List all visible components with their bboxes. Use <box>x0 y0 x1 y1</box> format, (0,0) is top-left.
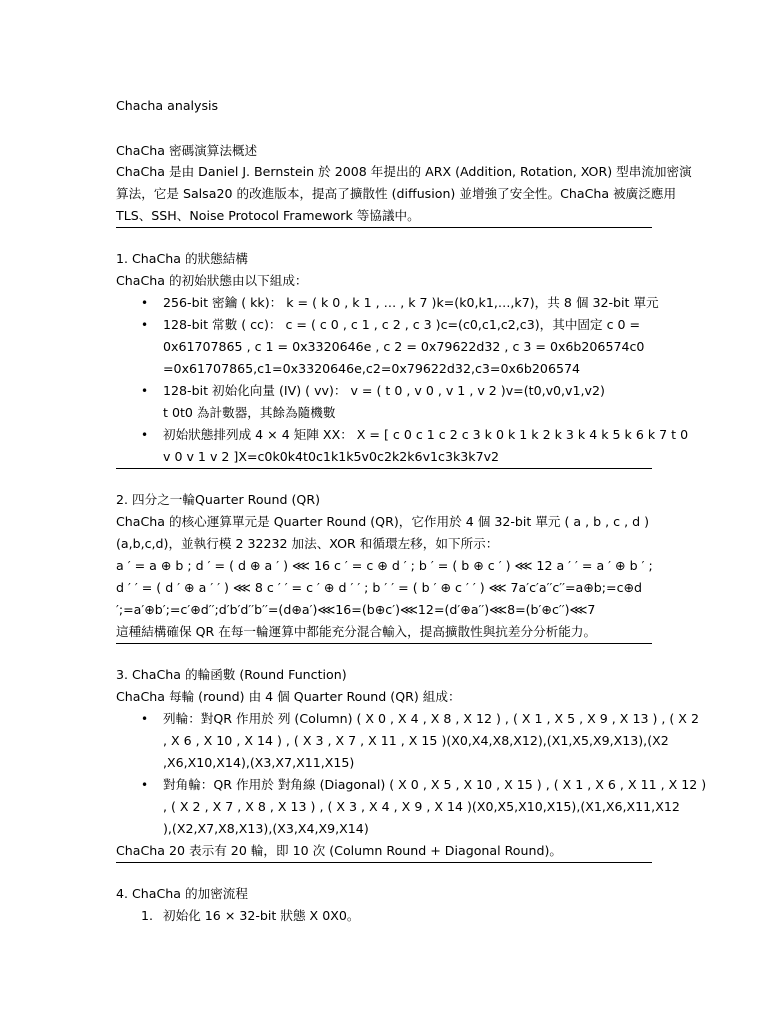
s2-line-6: 這種結構確保 QR 在每一輪運算中都能充分混合輸入，提高擴散性與抗差分分析能力。 <box>116 624 597 639</box>
s1-bullet-4-line-1: 初始狀態排列成 4 × 4 矩陣 XX： X = [ c 0 c 1 c 2 c 3 k 0 k 1 k 2 k 3 k 4 k 5 k 6 k 7 t 0 <box>163 427 689 442</box>
section-divider <box>116 227 652 228</box>
s2-formula-line-2: d ′ ′ = ( d ′ ⊕ a ′ ′ ) ⋘ 8 c ′ ′ = c ′ ⊕ d ′ ′ ; b ′ ′ = ( b ′ ⊕ c ′ ′ ) ⋘ 7a′c′a′′c′′=a⊕b;=c⊕d <box>116 580 643 595</box>
intro-line-3: TLS、SSH、Noise Protocol Framework 等協議中。 <box>116 208 420 223</box>
section-4-heading: 4. ChaCha 的加密流程 <box>116 886 248 901</box>
section-1-lead: ChaCha 的初始狀態由以下組成： <box>116 273 308 288</box>
s3-bullet-1-line-2: , X 6 , X 10 , X 14 ) , ( X 3 , X 7 , X 11 , X 15 )(X0,X4,X8,X12),(X1,X5,X9,X13),(X2 <box>163 733 669 748</box>
section-divider <box>116 468 652 469</box>
s1-bullet-2-line-3: =0x61707865,c1=0x3320646e,c2=0x79622d32,c3=0x6b206574 <box>163 361 580 376</box>
s2-formula-line-3: ′;=a′⊕b′;=c′⊕d′′;d′b′d′′b′′=(d⊕a′)⋘16=(b⊕c′)⋘12=(d′⊕a′′)⋘8=(b′⊕c′′)⋘7 <box>116 602 596 617</box>
s3-bullet-1-line-3: ,X6,X10,X14),(X3,X7,X11,X15) <box>163 755 355 770</box>
s1-bullet-3-line-2: t 0t0 為計數器，其餘為隨機數 <box>163 405 336 420</box>
list-number: 1. <box>141 908 154 923</box>
bullet-marker: • <box>141 712 149 726</box>
bullet-marker: • <box>141 428 149 442</box>
s1-bullet-2-line-1: 128-bit 常數 ( cc)： c = ( c 0 , c 1 , c 2 , c 3 )c=(c0,c1,c2,c3)，其中固定 c 0 = <box>163 317 641 332</box>
section-1-heading: 1. ChaCha 的狀態結構 <box>116 251 248 266</box>
s1-bullet-2-line-2: 0x61707865 , c 1 = 0x3320646e , c 2 = 0x79622d32 , c 3 = 0x6b206574c0 <box>163 339 645 354</box>
intro-line-1: ChaCha 是由 Daniel J. Bernstein 於 2008 年提出的 ARX (Addition, Rotation, XOR) 型串流加密演 <box>116 164 692 179</box>
s2-line-2: (a,b,c,d)，並執行模 2 32232 加法、XOR 和循環左移，如下所示： <box>116 536 499 551</box>
section-divider <box>116 643 652 644</box>
s3-bullet-2-line-1: 對角輪：QR 作用於 對角線 (Diagonal) ( X 0 , X 5 , X 10 , X 15 ) , ( X 1 , X 6 , X 11 , X 12 ) <box>163 777 707 792</box>
s3-tail: ChaCha 20 表示有 20 輪，即 10 次 (Column Round + Diagonal Round)。 <box>116 843 562 858</box>
section-3-lead: ChaCha 每輪 (round) 由 4 個 Quarter Round (QR) 組成： <box>116 689 461 704</box>
s3-bullet-1-line-1: 列輪：對QR 作用於 列 (Column) ( X 0 , X 4 , X 8 , X 12 ) , ( X 1 , X 5 , X 9 , X 13 ) , ( X 2 <box>163 711 699 726</box>
doc-title: Chacha analysis <box>116 98 219 113</box>
s1-bullet-1-line-1: 256-bit 密鑰 ( kk)： k = ( k 0 , k 1 , … , k 7 )k=(k0,k1,…,k7)，共 8 個 32-bit 單元 <box>163 295 659 310</box>
s3-bullet-2-line-2: , ( X 2 , X 7 , X 8 , X 13 ) , ( X 3 , X 4 , X 9 , X 14 )(X0,X5,X10,X15),(X1,X6,X11,X12 <box>163 799 680 814</box>
section-2-heading: 2. 四分之一輪Quarter Round (QR) <box>116 492 320 507</box>
bullet-marker: • <box>141 296 149 310</box>
section-3-heading: 3. ChaCha 的輪函數 (Round Function) <box>116 667 347 682</box>
bullet-marker: • <box>141 778 149 792</box>
intro-heading: ChaCha 密碼演算法概述 <box>116 143 258 158</box>
bullet-marker: • <box>141 384 149 398</box>
s2-line-1: ChaCha 的核心運算單元是 Quarter Round (QR)，它作用於 4 個 32-bit 單元 ( a , b , c , d ) <box>116 514 650 529</box>
bullet-marker: • <box>141 318 149 332</box>
s1-bullet-4-line-2: v 0 v 1 v 2 ]X=c0k0k4t0c1k1k5v0c2k2k6v1c3k3k7v2 <box>163 449 500 464</box>
s4-item-1: 初始化 16 × 32-bit 狀態 X 0X0。 <box>163 908 360 923</box>
s3-bullet-2-line-3: ),(X2,X7,X8,X13),(X3,X4,X9,X14) <box>163 821 369 836</box>
s2-formula-line-1: a ′ = a ⊕ b ; d ′ = ( d ⊕ a ′ ) ⋘ 16 c ′ = c ⊕ d ′ ; b ′ = ( b ⊕ c ′ ) ⋘ 12 a ′ ′ = a ′ ⊕ b ′ ; <box>116 558 653 573</box>
intro-line-2: 算法，它是 Salsa20 的改進版本，提高了擴散性 (diffusion) 並增強了安全性。ChaCha 被廣泛應用 <box>116 186 677 201</box>
section-divider <box>116 862 652 863</box>
s1-bullet-3-line-1: 128-bit 初始化向量 (IV) ( vv)： v = ( t 0 , v 0 , v 1 , v 2 )v=(t0,v0,v1,v2) <box>163 383 605 398</box>
